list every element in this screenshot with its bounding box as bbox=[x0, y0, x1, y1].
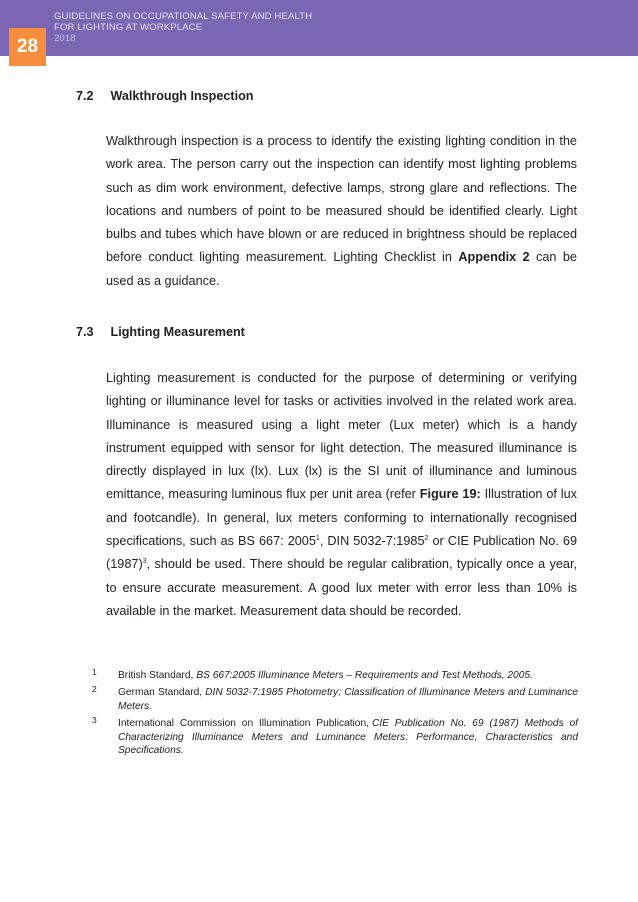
header-title-line-2: FOR LIGHTING AT WORKPLACE bbox=[54, 22, 203, 33]
footnote-text: DIN 5032-7:1985 Photometry; Classification of Illuminance Meters and Luminance Meters. bbox=[118, 687, 578, 712]
footnote-ref-1: 1 bbox=[315, 535, 320, 543]
section-number: 7.2 bbox=[76, 89, 94, 103]
section-number: 7.3 bbox=[76, 325, 94, 339]
walkthrough-paragraph bbox=[106, 130, 577, 293]
footnotes bbox=[92, 669, 578, 761]
appendix-reference: Appendix 2 bbox=[458, 250, 530, 265]
footnote-label: British Standard, bbox=[118, 670, 194, 681]
paragraph-text: Walkthrough inspection is a process to identify the existing lighting condition in the work area. The person carry out the inspection can identify most lighting problems such as dim work environment, defective lamps, strong glare and reflections. The locations and numbers of point to be measured should be identified clearly. Light bulbs and tubes which have blown or are reduced in brightness should be replaced before conduct lighting measurement. Lighting Checklist in bbox=[106, 134, 577, 265]
footnote-mark: 1 bbox=[92, 667, 97, 677]
paragraph-text: Lighting measurement is conducted for the purpose of determining or verifying lighting or illuminance level for tasks or activities involved in the related work area. Illuminance is measured using a light meter (Lux meter) which is a handy instrument equipped with sensor for light detection. The measured illuminance is directly displayed in lux (lx). Lux (lx) is the SI unit of illuminance and luminous emittance, measuring luminous flux per unit area (refer bbox=[106, 371, 577, 502]
figure-reference: Figure 19: bbox=[419, 487, 481, 502]
footnote-ref-3: 3 bbox=[142, 558, 147, 566]
footnote-ref-2: 2 bbox=[424, 535, 429, 543]
footnote-1 bbox=[92, 669, 578, 682]
footnote-text: CIE Publication No. 69 (1987) Methods of Characterizing Illuminance Meters and Luminance Meters: Performance, Characteristics and Specifications. bbox=[118, 718, 578, 757]
running-header bbox=[54, 11, 312, 44]
footnote-mark: 3 bbox=[92, 715, 97, 726]
paragraph-text: can be used as a guidance. bbox=[106, 250, 577, 288]
section-title: Walkthrough Inspection bbox=[110, 89, 254, 103]
lighting-measurement-paragraph bbox=[106, 367, 577, 623]
section-heading-7-2 bbox=[76, 89, 253, 103]
paragraph-text: , DIN 5032-7:1985 bbox=[319, 534, 425, 549]
footnote-2 bbox=[92, 686, 578, 713]
section-title: Lighting Measurement bbox=[110, 325, 245, 339]
header-band bbox=[0, 0, 638, 56]
page-number-badge: 28 bbox=[9, 28, 46, 66]
paragraph-text: Illustration of lux and footcandle). In general, lux meters conforming to internationally recognised specifications, such as BS 667: 2005 bbox=[106, 487, 577, 549]
footnote-label: International Commission on Illumination Publication, bbox=[118, 718, 369, 730]
footnote-mark: 2 bbox=[92, 684, 97, 695]
footnote-text: BS 667:2005 Illuminance Meters – Requirements and Test Methods, 2005. bbox=[196, 670, 533, 681]
paragraph-text: , should be used. There should be regular calibration, typically once a year, to ensure accurate measurement. A good lux meter with error less than 10% is available in the market. Measurement data should be recorded. bbox=[106, 557, 577, 618]
footnote-3 bbox=[92, 717, 578, 757]
header-year: 2018 bbox=[54, 33, 76, 44]
section-heading-7-3 bbox=[76, 325, 245, 339]
header-title-line-1: GUIDELINES ON OCCUPATIONAL SAFETY AND HEALTH bbox=[54, 11, 313, 22]
footnote-label: German Standard, bbox=[118, 687, 203, 699]
paragraph-text: or CIE Publication No. 69 (1987) bbox=[106, 534, 577, 572]
